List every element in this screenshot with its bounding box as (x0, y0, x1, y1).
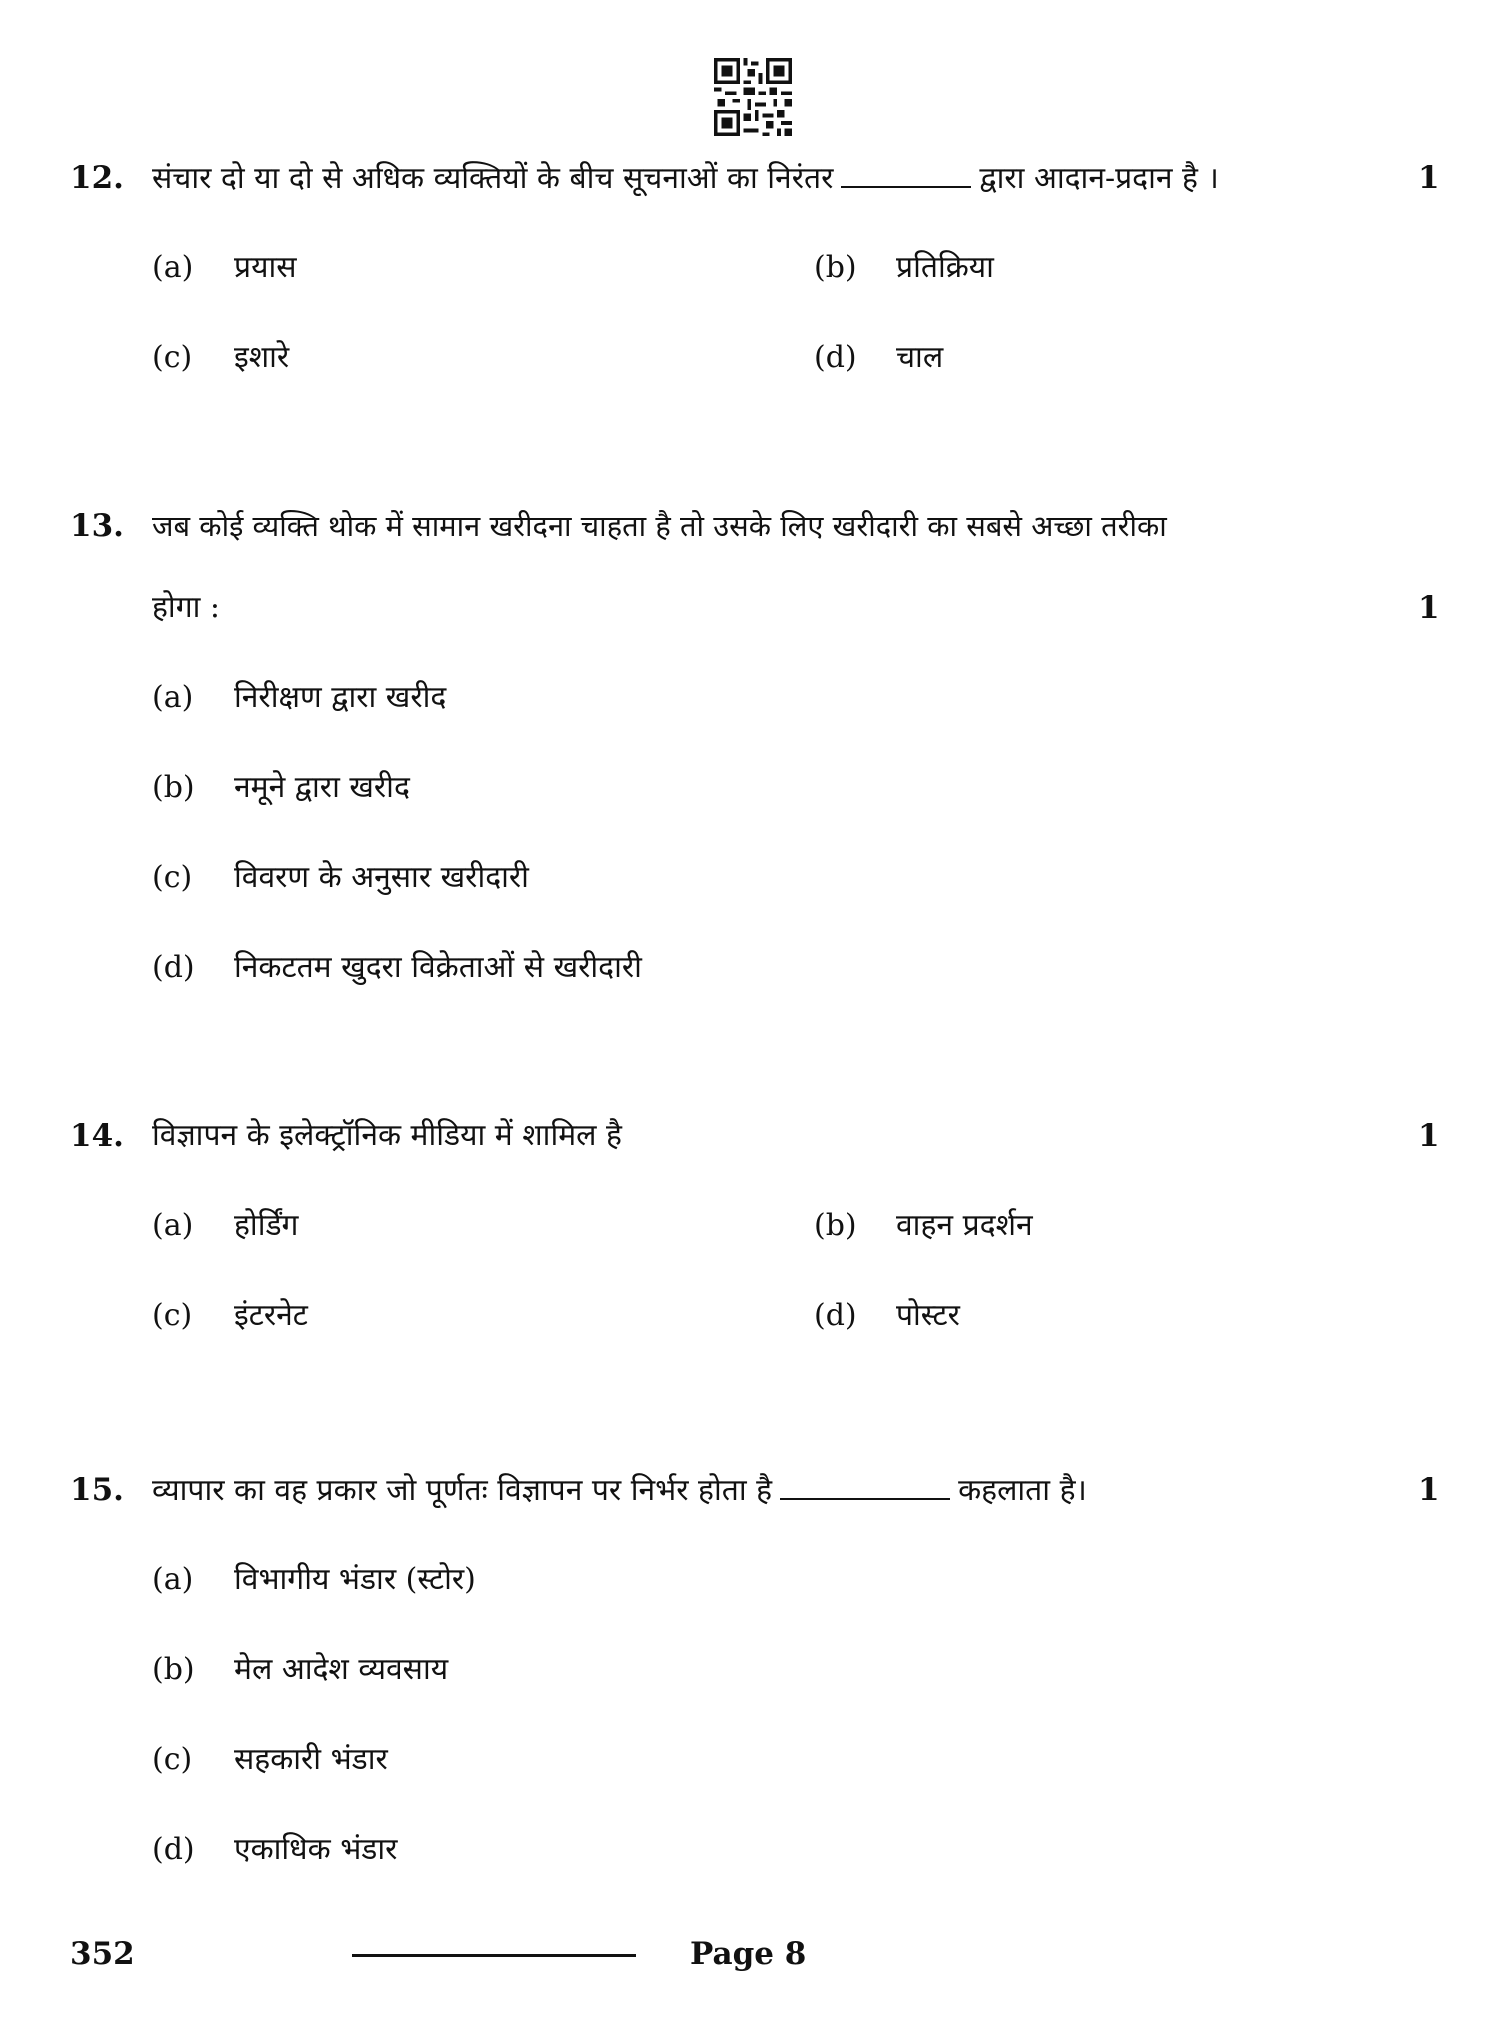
option-c: (c) इशारे (152, 340, 290, 375)
paper-code: 352 (70, 1936, 135, 1972)
question-number: 13. (70, 508, 124, 544)
question-marks: 1 (1418, 590, 1440, 626)
option-c: (c) इंटरनेट (152, 1298, 308, 1333)
question-marks: 1 (1418, 1118, 1440, 1154)
answer-blank (841, 158, 971, 188)
option-d: (d) चाल (814, 340, 944, 375)
footer-divider (352, 1954, 636, 1957)
question-text-continued: होगा : (152, 590, 221, 625)
page-number: Page 8 (690, 1936, 807, 1972)
option-b: (b) प्रतिक्रिया (814, 250, 994, 285)
question-text: संचार दो या दो से अधिक व्यक्तियों के बीच सूचनाओं का निरंतर द्वारा आदान-प्रदान है । (152, 158, 1219, 199)
qr-code-icon (714, 58, 792, 136)
question-number: 12. (70, 160, 124, 196)
question-number: 15. (70, 1472, 124, 1508)
question-text: व्यापार का वह प्रकार जो पूर्णतः विज्ञापन पर निर्भर होता है कहलाता है। (152, 1470, 1087, 1511)
option-c: (c) सहकारी भंडार (152, 1742, 388, 1777)
question-marks: 1 (1418, 160, 1440, 196)
option-a: (a) निरीक्षण द्वारा खरीद (152, 680, 447, 715)
question-text: जब कोई व्यक्ति थोक में सामान खरीदना चाहता है तो उसके लिए खरीदारी का सबसे अच्छा तरीका (152, 509, 1167, 543)
option-d: (d) पोस्टर (814, 1298, 960, 1333)
option-a: (a) प्रयास (152, 250, 297, 285)
option-c: (c) विवरण के अनुसार खरीदारी (152, 860, 529, 895)
option-b: (b) नमूने द्वारा खरीद (152, 770, 410, 805)
option-a: (a) विभागीय भंडार (स्टोर) (152, 1562, 476, 1597)
option-d: (d) एकाधिक भंडार (152, 1832, 398, 1867)
answer-blank (780, 1470, 950, 1500)
question-marks: 1 (1418, 1472, 1440, 1508)
question-number: 14. (70, 1118, 124, 1154)
option-a: (a) होर्डिंग (152, 1208, 299, 1243)
option-b: (b) मेल आदेश व्यवसाय (152, 1652, 449, 1687)
option-d: (d) निकटतम खुदरा विक्रेताओं से खरीदारी (152, 950, 642, 985)
option-b: (b) वाहन प्रदर्शन (814, 1208, 1033, 1243)
question-text: विज्ञापन के इलेक्ट्रॉनिक मीडिया में शामिल है (152, 1118, 622, 1153)
